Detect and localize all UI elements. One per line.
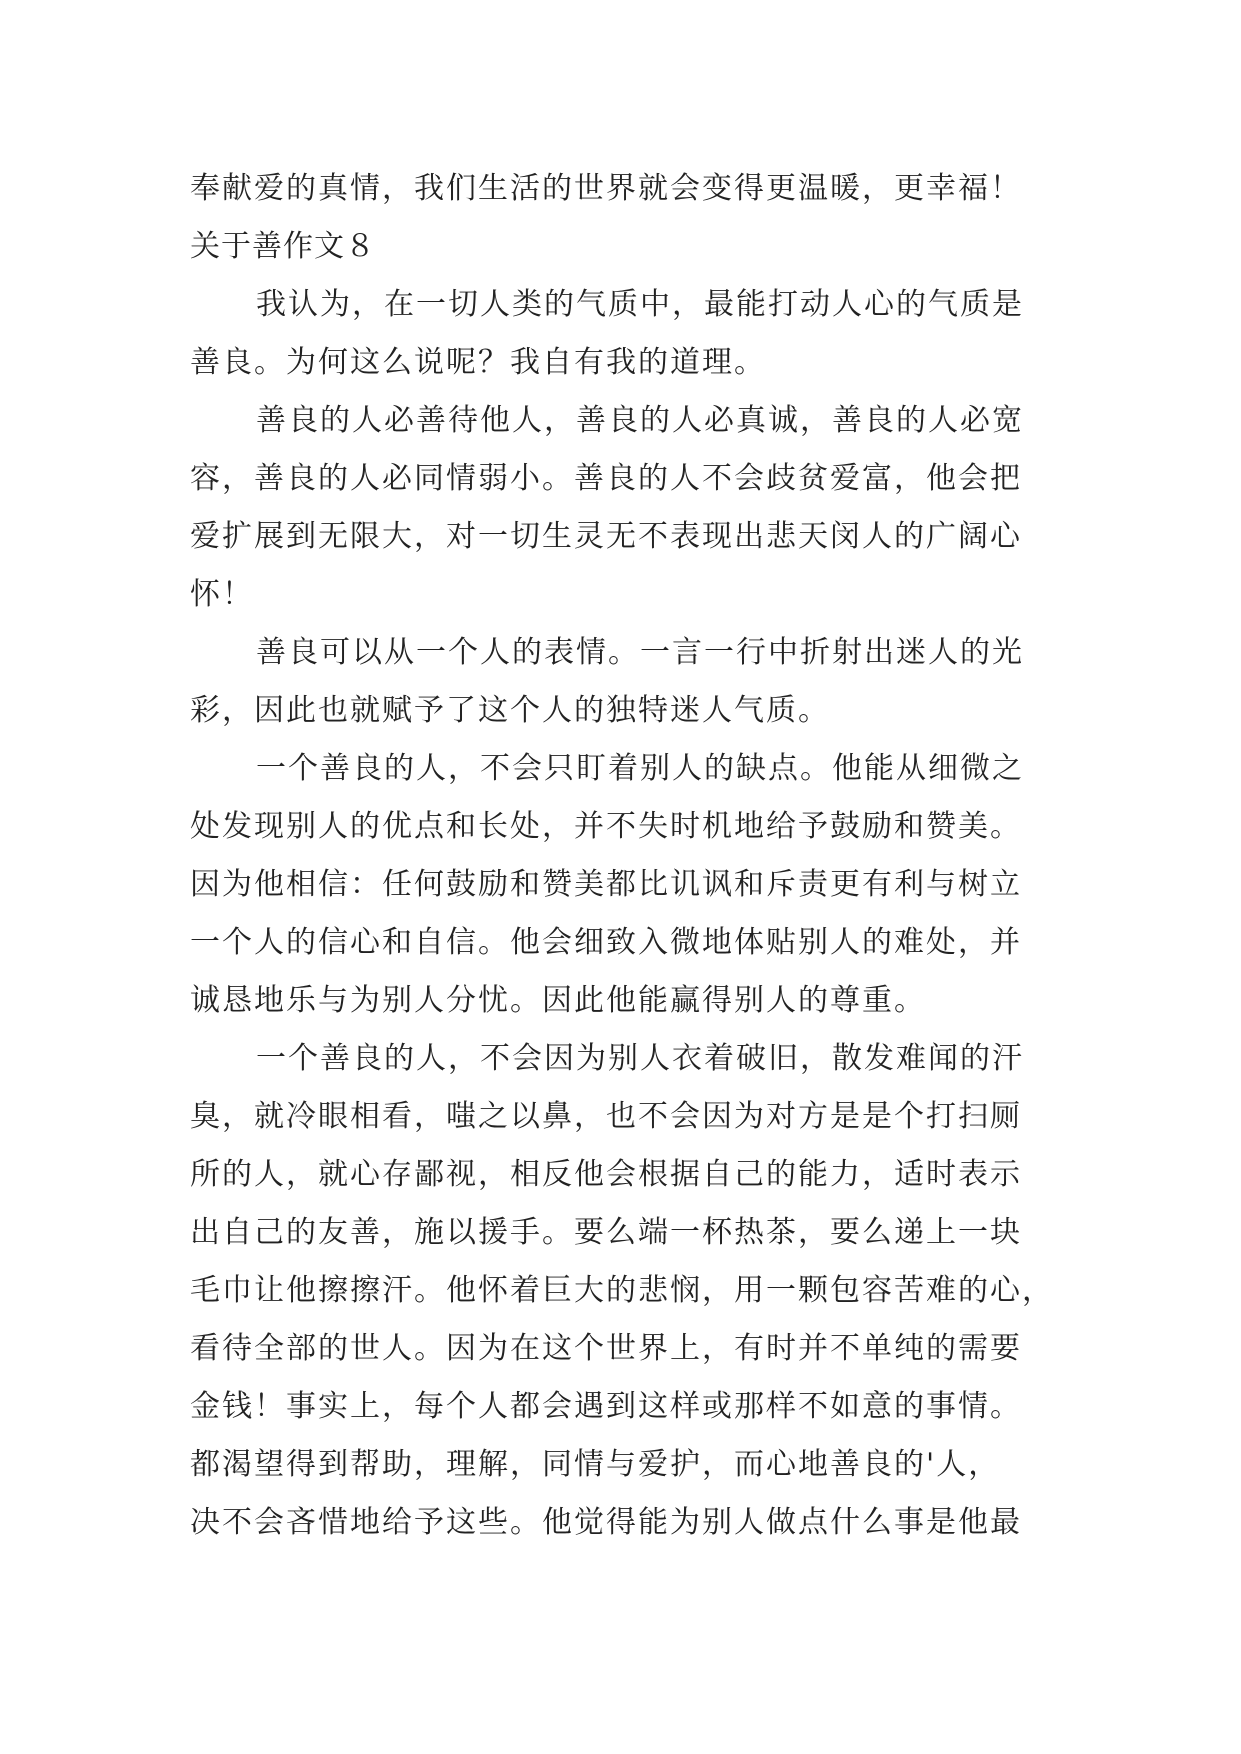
- paragraph-first-line: 我认为，在一切人类的气质中，最能打动人心的气质是: [256, 287, 1024, 322]
- paragraph-first-line: 一个善良的人，不会只盯着别人的缺点。他能从细微之: [256, 751, 1024, 786]
- text-line: 看待全部的世人。因为在这个世界上，有时并不单纯的需要: [190, 1331, 1022, 1366]
- text-line: 臭，就冷眼相看，嗤之以鼻，也不会因为对方是是个打扫厕: [190, 1099, 1022, 1134]
- paragraph-first-line: 一个善良的人，不会因为别人衣着破旧，散发难闻的汗: [256, 1041, 1024, 1076]
- text-line: 一个人的信心和自信。他会细致入微地体贴别人的难处，并: [190, 925, 1022, 960]
- text-line: 都渴望得到帮助，理解，同情与爱护，而心地善良的'人，: [190, 1447, 1001, 1482]
- text-line: 毛巾让他擦擦汗。他怀着巨大的悲悯，用一颗包容苦难的心，: [190, 1273, 1054, 1308]
- text-line: 决不会吝惜地给予这些。他觉得能为别人做点什么事是他最: [190, 1505, 1022, 1540]
- section-title: 关于善作文８: [190, 229, 376, 264]
- text-line: 所的人，就心存鄙视，相反他会根据自己的能力，适时表示: [190, 1157, 1022, 1192]
- paragraph-first-line: 善良可以从一个人的表情。一言一行中折射出迷人的光: [256, 635, 1024, 670]
- paragraph-first-line: 善良的人必善待他人，善良的人必真诚，善良的人必宽: [256, 403, 1024, 438]
- text-line: 奉献爱的真情，我们生活的世界就会变得更温暖，更幸福！: [190, 171, 1022, 206]
- text-line: 因为他相信：任何鼓励和赞美都比讥讽和斥责更有利与树立: [190, 867, 1022, 902]
- text-line: 怀！: [190, 577, 254, 612]
- text-line: 爱扩展到无限大，对一切生灵无不表现出悲天闵人的广阔心: [190, 519, 1022, 554]
- text-line: 金钱！事实上，每个人都会遇到这样或那样不如意的事情。: [190, 1389, 1022, 1424]
- text-line: 彩，因此也就赋予了这个人的独特迷人气质。: [190, 693, 830, 728]
- text-line: 诚恳地乐与为别人分忧。因此他能赢得别人的尊重。: [190, 983, 926, 1018]
- text-line: 善良。为何这么说呢？我自有我的道理。: [190, 345, 766, 380]
- text-line: 处发现别人的优点和长处，并不失时机地给予鼓励和赞美。: [190, 809, 1022, 844]
- text-line: 出自己的友善，施以援手。要么端一杯热茶，要么递上一块: [190, 1215, 1022, 1250]
- document-body: [190, 160, 1070, 1552]
- text-line: 容，善良的人必同情弱小。善良的人不会歧贫爱富，他会把: [190, 461, 1022, 496]
